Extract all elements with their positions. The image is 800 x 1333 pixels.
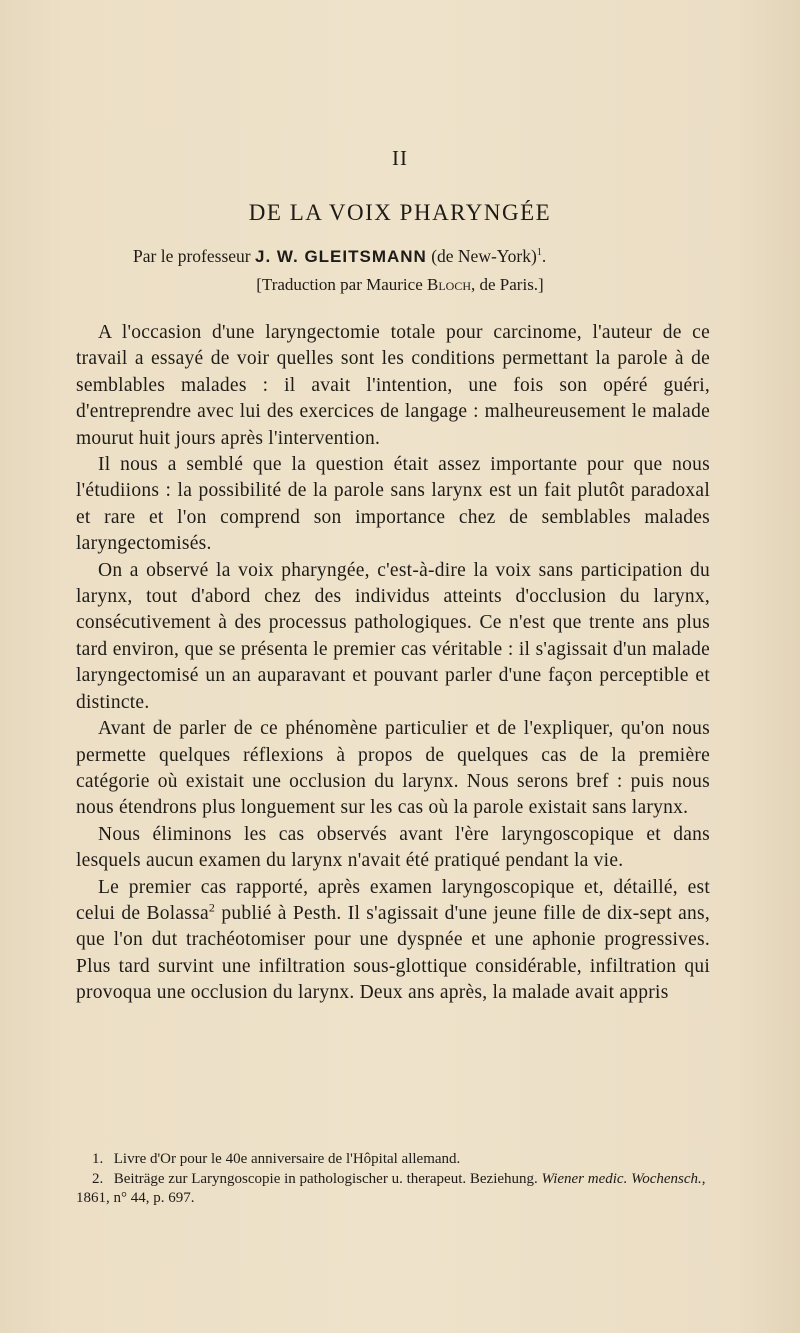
- footnote-text: Beiträge zur Laryngoscopie in pathologischer u. therapeut. Beziehung.: [113, 1170, 538, 1187]
- footnote-number: 1.: [92, 1151, 104, 1167]
- body-text: [76, 320, 710, 1007]
- paragraph: On a observé la voix pharyngée, c'est-à-dire la voix sans participation du larynx, tout d'abord chez des individus atteints d'occlusion du larynx, consécutivement à des processus pathologiques. Ce n'est que trente ans plus tard environ, que se présenta le premier cas véritable : il s'agissait d'un malade laryngectomisé un an auparavant et pouvant parler d'une façon perceptible et distincte.: [76, 559, 710, 713]
- paragraph-last: [76, 875, 710, 1007]
- byline: [133, 246, 693, 267]
- byline-prefix: Par le professeur: [133, 246, 251, 266]
- paragraph: Il nous a semblé que la question était assez importante pour que nous l'étudiions : la possibilité de la parole sans larynx est un fait plutôt paradoxal et rare et l'on comprend son importance chez de semblables malades laryngectomisés.: [76, 454, 710, 555]
- footnote: [76, 1150, 710, 1170]
- translation-open: [Traduction par Maurice: [256, 275, 427, 294]
- author-name: J. W. GLEITSMANN: [254, 247, 427, 266]
- footnote-text: Livre d'Or pour le 40e anniversaire de l'Hôpital allemand.: [113, 1151, 461, 1167]
- paragraph: Nous éliminons les cas observés avant l'ère laryngoscopique et dans lesquels aucun examen du larynx n'avait été pratiqué pendant la vie.: [76, 823, 710, 872]
- chapter-number: II: [392, 146, 408, 170]
- paragraph: A l'occasion d'une laryngectomie totale pour carcinome, l'auteur de ce travail a essayé de voir quelles sont les conditions permettant la parole à de semblables malades : il avait l'intention, une fois son opéré guéri, d'entreprendre avec lui des exercices de langage : malheureusement le malade mourut huit jours après l'intervention.: [76, 322, 710, 449]
- byline-end: .: [541, 246, 547, 266]
- footnote-citation: , 1861, n° 44, p. 697.: [76, 1170, 706, 1206]
- translation-close: , de Paris.]: [471, 275, 544, 294]
- paragraph-text: publié à Pesth. Il s'agissait d'une jeune fille de dix-sept ans, que l'on dut trachéotomiser pour une dyspnée et une aphonie progressives. Plus tard survint une infiltration sous-glottique considérable, infiltration qui provoqua une occlusion du larynx. Deux ans après, la malade avait appris: [76, 902, 710, 1004]
- translation-credit: [0, 275, 800, 295]
- paragraph-text: Le premier cas rapporté, après examen laryngoscopique et, détaillé, est celui de Bolassa: [76, 876, 710, 924]
- journal-name: Wiener medic. Wochensch.: [541, 1170, 702, 1187]
- footnote-number: 2.: [92, 1170, 104, 1187]
- footnote-ref-2: 2: [208, 900, 216, 915]
- author-affiliation: (de New-York): [431, 246, 537, 266]
- footnote-ref-1: 1: [536, 247, 542, 259]
- article-title: DE LA VOIX PHARYNGÉE: [248, 200, 552, 225]
- translator-surname: Bloch: [427, 275, 472, 294]
- paragraph: Avant de parler de ce phénomène particulier et de l'expliquer, qu'on nous permette quelques réflexions à propos de quelques cas de la première catégorie où existait une occlusion du larynx. Nous serons bref : puis nous nous étendrons plus longuement sur les cas où la parole existait sans larynx.: [76, 718, 710, 819]
- footnotes: [76, 1150, 710, 1209]
- footnote: [76, 1170, 710, 1209]
